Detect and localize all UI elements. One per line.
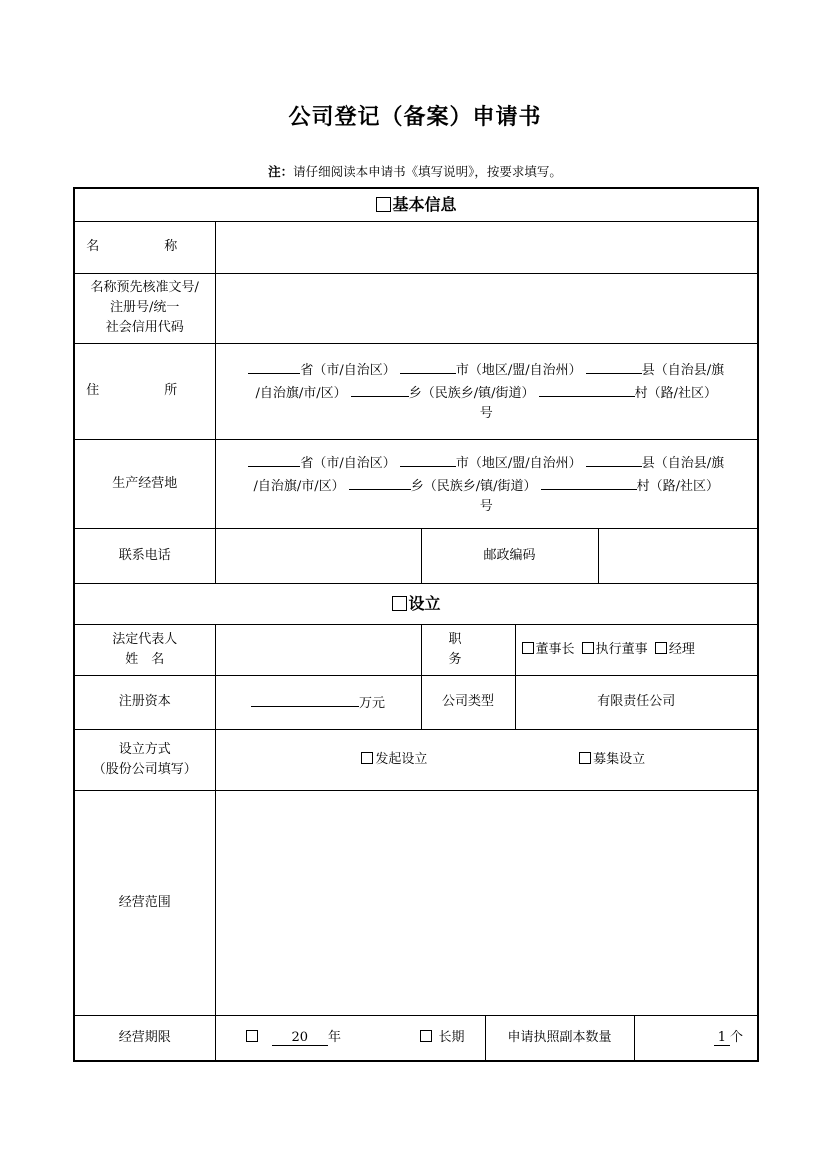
postal-field[interactable] [598,528,758,583]
business-addr-label: 生产经营地 [74,439,215,528]
business-addr-field[interactable] [215,439,758,528]
position-label-text: 职 务 [448,631,527,667]
offering-option[interactable] [579,750,645,770]
province-blank[interactable] [248,358,300,374]
section-basic-info [74,188,758,221]
residence-field[interactable] [215,343,758,439]
province-text: 省（市/自治区） [300,455,396,471]
village-blank[interactable] [541,474,637,490]
section-basic-label: 基本信息 [392,194,457,214]
setup-method-label-line-2: （股份公司填写） [92,761,197,777]
capital-field[interactable] [215,675,421,729]
promotion-option[interactable] [361,750,427,770]
village-blank[interactable] [539,381,635,397]
term-year-unit: 年 [328,1029,342,1045]
county-text-2: /自治旗/市/区） [253,478,345,494]
company-type-value: 有限责任公司 [515,675,758,729]
province-text: 省（市/自治区） [300,363,396,378]
scope-field[interactable] [215,790,758,1015]
position-label [421,624,527,675]
chairman-label: 董事长 [535,641,575,657]
town-blank[interactable] [351,381,409,397]
village-text: 村（路/社区） [636,478,720,494]
city-blank[interactable] [400,358,456,374]
note-label: 注： [268,164,294,179]
section-checkbox[interactable] [392,596,407,611]
note-text: 请仔细阅读本申请书《填写说明》，按要求填写。 [293,164,562,179]
setup-method-options [215,729,758,790]
county-blank[interactable] [586,358,642,374]
province-blank[interactable] [248,451,300,467]
copies-unit: 个 [730,1029,744,1045]
legal-rep-label-line-2: 姓 名 [125,651,165,667]
fill-note [0,162,830,180]
name-label [74,221,215,273]
postal-label: 邮政编码 [421,528,598,583]
code-label-line-3: 社会信用代码 [105,320,184,335]
capital-label: 注册资本 [74,675,215,729]
town-text: 乡（民族乡/镇/街道） [410,478,537,494]
promotion-checkbox[interactable] [361,752,373,764]
village-text: 村（路/社区） [634,386,718,401]
county-text: 县（自治县/旗 [641,363,725,378]
offering-label: 募集设立 [593,751,646,767]
registration-form [73,187,759,1062]
town-blank[interactable] [349,474,411,490]
residence-label [74,343,215,439]
copies-value[interactable]: 1 [714,1030,730,1046]
manager-checkbox[interactable] [655,642,667,654]
executive-director-checkbox[interactable] [582,642,594,654]
promotion-label: 发起设立 [375,751,428,767]
county-text: 县（自治县/旗 [641,455,725,471]
phone-field[interactable] [215,528,421,583]
term-long-option[interactable] [420,1028,464,1048]
offering-checkbox[interactable] [579,752,591,764]
term-label: 经营期限 [74,1015,215,1061]
executive-director-label: 执行董事 [595,641,648,657]
copies-label: 申请执照副本数量 [485,1015,634,1061]
city-text: 市（地区/盟/自治州） [455,455,582,471]
phone-label: 联系电话 [74,528,215,583]
document-title: 公司登记（备案）申请书 [288,105,542,130]
term-years-checkbox[interactable] [246,1030,258,1042]
residence-label-text: 住 所 [86,383,204,398]
code-label-line-1: 名称预先核准文号/ [90,280,199,295]
number-text: 号 [479,498,493,514]
name-label-text: 名 称 [86,239,204,254]
county-text-2: /自治旗/市/区） [255,386,347,401]
code-field[interactable] [215,273,758,343]
scope-label: 经营范围 [74,790,215,1015]
city-text: 市（地区/盟/自治州） [455,363,582,378]
setup-method-label [74,729,215,790]
copies-field[interactable] [634,1015,758,1061]
capital-unit: 万元 [358,695,385,711]
chairman-checkbox[interactable] [522,642,534,654]
city-blank[interactable] [400,451,456,467]
term-years-value[interactable]: 20 [272,1030,329,1046]
section-setup-label: 设立 [408,593,441,613]
term-long-label: 长期 [438,1029,465,1045]
term-years-option[interactable] [246,1028,342,1048]
county-blank[interactable] [586,451,642,467]
code-label-line-2: 注册号/统一 [110,300,180,315]
number-text: 号 [479,406,493,421]
legal-rep-label-line-1: 法定代表人 [112,631,178,647]
town-text: 乡（民族乡/镇/街道） [408,386,535,401]
term-options [215,1015,485,1061]
legal-rep-label [74,624,215,675]
section-checkbox[interactable] [376,197,391,212]
term-long-checkbox[interactable] [420,1030,432,1042]
company-type-label: 公司类型 [421,675,515,729]
manager-label: 经理 [668,641,695,657]
section-setup [74,583,758,624]
legal-rep-field[interactable] [215,624,421,675]
code-label [74,273,215,343]
name-field[interactable] [215,221,758,273]
position-options [515,624,758,675]
capital-blank[interactable] [251,691,359,707]
setup-method-label-line-1: 设立方式 [118,741,171,757]
